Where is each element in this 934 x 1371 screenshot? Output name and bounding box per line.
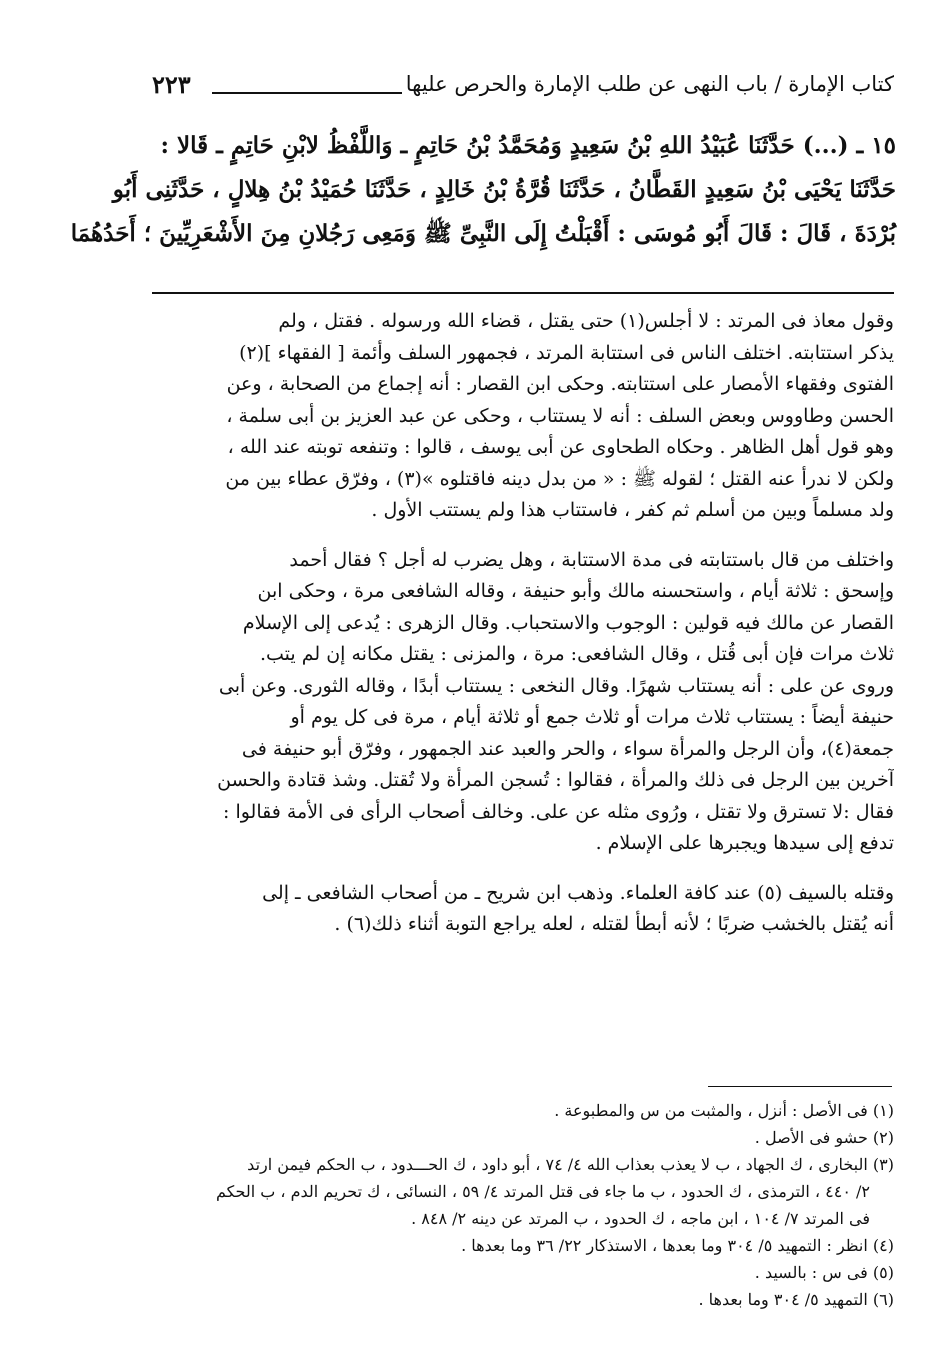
commentary-paragraph bbox=[150, 878, 894, 941]
commentary-line: ولد مسلماً وبين من أسلم ثم كفر ، فاستتاب هذا ولم يستتب الأول . bbox=[371, 499, 894, 521]
commentary-line: الحسن وطاووس وبعض السلف : أنه لا يستتاب ، وحكى عن عبد العزيز بن أبى سلمة ، bbox=[226, 404, 894, 427]
section-divider bbox=[152, 292, 894, 294]
commentary-paragraph bbox=[150, 306, 894, 527]
commentary-line: تدفع إلى سيدها ويجبرها على الإسلام . bbox=[595, 832, 894, 854]
commentary-line: يذكر استتابته. اختلف الناس فى استتابة المرتد ، فجمهور السلف وأئمة [ الفقهاء ](٢) bbox=[239, 341, 894, 364]
page-number: ٢٢٣ bbox=[152, 70, 191, 99]
footnote bbox=[150, 1286, 894, 1313]
running-header bbox=[152, 70, 894, 104]
footnote-divider bbox=[708, 1086, 892, 1087]
commentary-line: حنيفة أيضاً : يستتاب ثلاث مرات أو ثلاث جمع أو ثلاثة أيام ، مرة فى كل يوم أو bbox=[290, 706, 894, 728]
footnote bbox=[150, 1232, 894, 1259]
commentary-line: واختلف من قال باستتابته فى مدة الاستتابة ، وهل يضرب له أجل ؟ فقال أحمد bbox=[289, 548, 894, 571]
footnote bbox=[150, 1124, 894, 1151]
commentary-line: ولكن لا ندرأ عنه القتل ؛ لقوله ﷺ : « من بدل دينه فاقتلوه »(٣) ، وفرّق عطاء بين من bbox=[225, 467, 894, 490]
header-rule bbox=[212, 92, 402, 94]
commentary-line: وإسحق : ثلاثة أيام ، واستحسنه مالك وأبو حنيفة ، وقاله الشافعى مرة ، وحكى ابن bbox=[257, 580, 894, 602]
commentary-line: وقول معاذ فى المرتد : لا أجلس(١) حتى يقتل ، قضاء الله ورسوله . فقتل ، ولم bbox=[278, 310, 894, 332]
running-title: كتاب الإمارة / باب النهى عن طلب الإمارة والحرص عليها bbox=[405, 72, 894, 96]
hadith-line: ١٥ ـ (...) حَدَّثَنَا عُبَيْدُ اللهِ بْنُ سَعِيدٍ وَمُحَمَّدُ بْنُ حَاتِمٍ ـ وَاللَّفْظُ لابْنِ حَاتِمٍ ـ قَالا : bbox=[160, 132, 896, 159]
commentary-line: فقال :لا تسترق ولا تقتل ، ورُوى مثله عن على. وخالف أصحاب الرأى فى الأمة فقالوا : bbox=[223, 800, 894, 823]
footnote-line: (٣) البخارى ، ك الجهاد ، ب لا يعذب بعذاب الله ٤/ ٧٤ ، أبو داود ، ك الحـــدود ، ب الحكم فيمن ارتد bbox=[247, 1155, 894, 1174]
footnote bbox=[150, 1097, 894, 1124]
commentary-line: وقتله بالسيف (٥) عند كافة العلماء. وذهب ابن شريح ـ من أصحاب الشافعى ـ إلى bbox=[262, 881, 894, 904]
commentary-line: أنه يُقتل بالخشب ضربًا ؛ لأنه أبطأ لقتله ، لعله يراجع التوبة أثناء ذلك(٦) . bbox=[334, 913, 894, 935]
hadith-line: بُرْدَةَ ، قَالَ : قَالَ أَبُو مُوسَى : أَقْبَلْتُ إِلَى النَّبِىِّ ﷺ وَمَعِى رَجُلانِ مِنَ الأَشْعَرِيِّينَ ؛ أَحَدُهُمَا bbox=[70, 220, 896, 247]
footnotes bbox=[150, 1097, 894, 1313]
footnote-line: (٤) انظر : التمهيد ٥/ ٣٠٤ وما بعدها ، الاستذكار ٢٢/ ٣٦ وما بعدها . bbox=[461, 1236, 894, 1255]
footnote-line: (٦) التمهيد ٥/ ٣٠٤ وما بعدها . bbox=[698, 1290, 894, 1309]
footnote-line: (٢) حشو فى الأصل . bbox=[754, 1128, 894, 1147]
hadith-text bbox=[70, 124, 896, 256]
footnote bbox=[150, 1259, 894, 1286]
commentary-line: القصار عن مالك فيه قولين : الوجوب والاستحباب. وقال الزهرى : يُدعى إلى الإسلام bbox=[242, 611, 894, 634]
footnote-line: (١) فى الأصل : أنزل ، والمثبت من س والمطبوعة . bbox=[554, 1101, 894, 1120]
footnote bbox=[150, 1151, 894, 1232]
commentary-line: آخرين بين الرجل فى ذلك والمرأة ، فقالوا : تُسجن المرأة ولا تُقتل. وشذ قتادة والحسن bbox=[217, 769, 894, 791]
commentary-paragraph bbox=[150, 545, 894, 860]
footnote-line: (٥) فى س : بالسيد . bbox=[754, 1263, 894, 1282]
commentary-line: وهو قول أهل الظاهر . وحكاه الطحاوى عن أبى يوسف ، قالوا : وتنفعه توبته عند الله ، bbox=[227, 436, 894, 458]
commentary-line: ثلاث مرات فإن أبى قُتل ، وقال الشافعى: مرة ، والمزنى : يقتل مكانه إن لم يتب. bbox=[259, 643, 894, 665]
footnote-line: فى المرتد ٧/ ١٠٤ ، ابن ماجه ، ك الحدود ، ب المرتد عن دينه ٢/ ٨٤٨ . bbox=[411, 1209, 870, 1228]
commentary-line: الفتوى وفقهاء الأمصار على استتابته. وحكى ابن القصار : أنه إجماع من الصحابة ، وعن bbox=[226, 373, 894, 395]
commentary bbox=[150, 306, 894, 941]
commentary-line: وروى عن على : أنه يستتاب شهرًا. وقال النخعى : يستتاب أبدًا ، وقاله الثورى. وعن أبى bbox=[218, 674, 894, 697]
commentary-line: جمعة(٤)، وأن الرجل والمرأة سواء ، والحر والعبد عند الجمهور ، وفرّق أبو حنيفة فى bbox=[241, 737, 894, 760]
footnote-line: ٢/ ٤٤٠ ، الترمذى ، ك الحدود ، ب ما جاء فى قتل المرتد ٤/ ٥٩ ، النسائى ، ك تحريم الدم ، ب الحكم bbox=[216, 1182, 870, 1201]
hadith-line: حَدَّثَنَا يَحْيَى بْنُ سَعِيدٍ القَطَّانُ ، حَدَّثَنَا قُرَّةُ بْنُ خَالِدٍ ، حَدَّثَنَا حُمَيْدُ بْنُ هِلالٍ ، حَدَّثَنِى أَبُو bbox=[112, 176, 896, 203]
